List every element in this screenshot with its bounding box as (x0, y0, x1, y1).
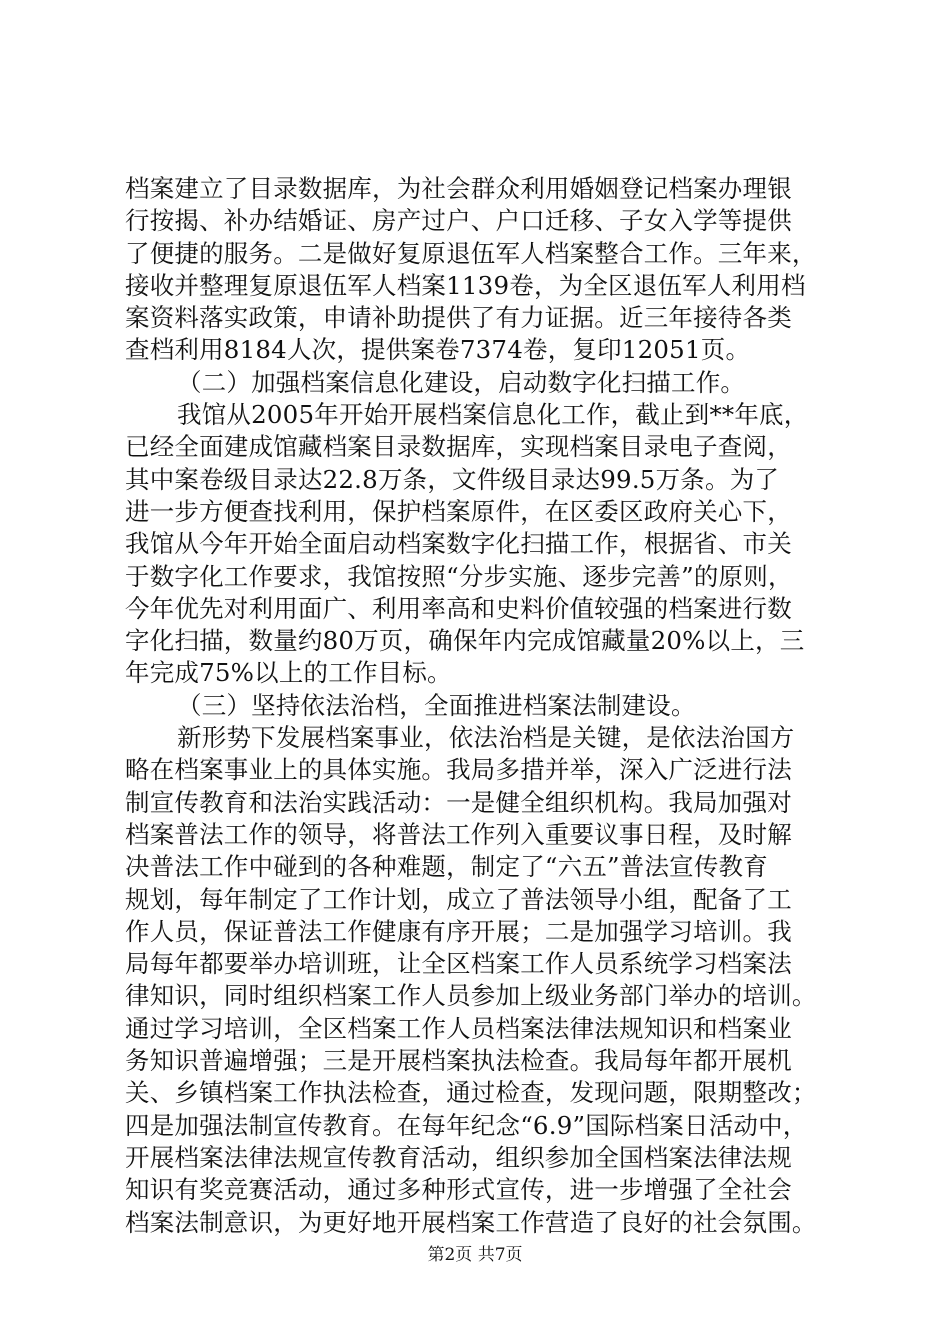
text-line: 档案法制意识，为更好地开展档案工作营造了良好的社会氛围。 (125, 1207, 817, 1237)
section-heading-3: （三）坚持依法治档，全面推进档案法制建设。 (177, 690, 696, 720)
text-line: 年完成75%以上的工作目标。 (125, 658, 452, 688)
text-line: 开展档案法律法规宣传教育活动，组织参加全国档案法律法规 (125, 1142, 792, 1172)
text-line: 四是加强法制宣传教育。在每年纪念“6.9”国际档案日活动中， (125, 1110, 808, 1140)
text-line: 了便捷的服务。二是做好复原退伍军人档案整合工作。三年来， (125, 238, 817, 268)
text-line: 我馆从今年开始全面启动档案数字化扫描工作，根据省、市关 (125, 529, 792, 559)
text-line: 律知识，同时组织档案工作人员参加上级业务部门举办的培训。 (125, 981, 817, 1011)
text-line: 制宣传教育和法治实践活动：一是健全组织机构。我局加强对 (125, 787, 792, 817)
text-line: 案资料落实政策，申请补助提供了有力证据。近三年接待各类 (125, 303, 792, 333)
body-text (125, 173, 865, 1239)
text-line: 接收并整理复原退伍军人档案1139卷，为全区退伍军人利用档 (125, 270, 806, 300)
text-line: 行按揭、补办结婚证、房产过户、户口迁移、子女入学等提供 (125, 206, 792, 236)
text-line: 查档利用8184人次，提供案卷7374卷，复印12051页。 (125, 335, 751, 365)
paragraph-start: 我馆从2005年开始开展档案信息化工作，截止到**年底， (177, 400, 809, 430)
text-line: 今年优先对利用面广、利用率高和史料价值较强的档案进行数 (125, 593, 792, 623)
text-line: 规划，每年制定了工作计划，成立了普法领导小组，配备了工 (125, 884, 792, 914)
text-line: 字化扫描，数量约80万页，确保年内完成馆藏量20%以上，三 (125, 626, 805, 656)
text-line: 进一步方便查找利用，保护档案原件，在区委区政府关心下， (125, 496, 792, 526)
paragraph-start: 新形势下发展档案事业，依法治档是关键，是依法治国方 (177, 723, 795, 753)
text-line: 略在档案事业上的具体实施。我局多措并举，深入广泛进行法 (125, 755, 792, 785)
text-line: 作人员，保证普法工作健康有序开展；二是加强学习培训。我 (125, 916, 792, 946)
text-line: 档案普法工作的领导，将普法工作列入重要议事日程，及时解 (125, 819, 792, 849)
text-line: 已经全面建成馆藏档案目录数据库，实现档案目录电子查阅， (125, 432, 792, 462)
text-line: 知识有奖竞赛活动，通过多种形式宣传，进一步增强了全社会 (125, 1175, 792, 1205)
text-line: 档案建立了目录数据库，为社会群众利用婚姻登记档案办理银 (125, 174, 792, 203)
text-line: 于数字化工作要求，我馆按照“分步实施、逐步完善”的原则， (125, 561, 793, 591)
text-line: 通过学习培训，全区档案工作人员档案法律法规知识和档案业 (125, 1013, 792, 1043)
text-line: 关、乡镇档案工作执法检查，通过检查，发现问题，限期整改； (125, 1078, 817, 1108)
section-heading-2: （二）加强档案信息化建设，启动数字化扫描工作。 (177, 367, 746, 397)
page-footer: 第2页 共7页 (427, 1245, 523, 1265)
text-line: 其中案卷级目录达22.8万条，文件级目录达99.5万条。为了 (125, 464, 780, 494)
text-line: 局每年都要举办培训班，让全区档案工作人员系统学习档案法 (125, 949, 792, 979)
text-line: 决普法工作中碰到的各种难题，制定了“六五”普法宣传教育 (125, 852, 768, 882)
text-line: 务知识普遍增强；三是开展档案执法检查。我局每年都开展机 (125, 1046, 792, 1076)
